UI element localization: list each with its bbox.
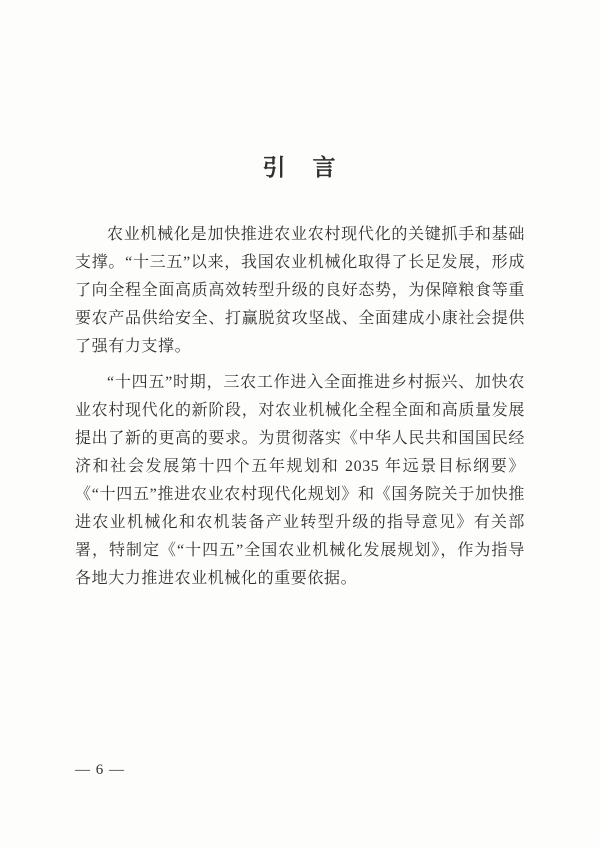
page-title: 引 言	[262, 155, 338, 180]
body-text	[75, 221, 525, 601]
page-number: — 6 —	[75, 762, 125, 778]
paragraph-intro-1: 农业机械化是加快推进农业农村现代化的关键抓手和基础支撑。“十三五”以来，我国农业机械化取得了长足发展，形成了向全程全面高质高效转型升级的良好态势，为保障粮食等重要农产品供给安全、打赢脱贫攻坚战、全面建成小康社会提供了强有力支撑。	[75, 226, 525, 355]
paragraph-intro-2: “十四五”时期，三农工作进入全面推进乡村振兴、加快农业农村现代化的新阶段，对农业机械化全程全面和高质量发展提出了新的更高的要求。为贯彻落实《中华人民共和国国民经济和社会发展第十四个五年规划和 2035 年远景目标纲要》《“十四五”推进农业农村现代化规划》和《国务院关于加快推进农业机械化和农机装备产业转型升级的指导意见》有关部署，特制定《“十四五”全国农业机械化发展规划》，作为指导各地大力推进农业机械化的重要依据。	[75, 374, 525, 587]
